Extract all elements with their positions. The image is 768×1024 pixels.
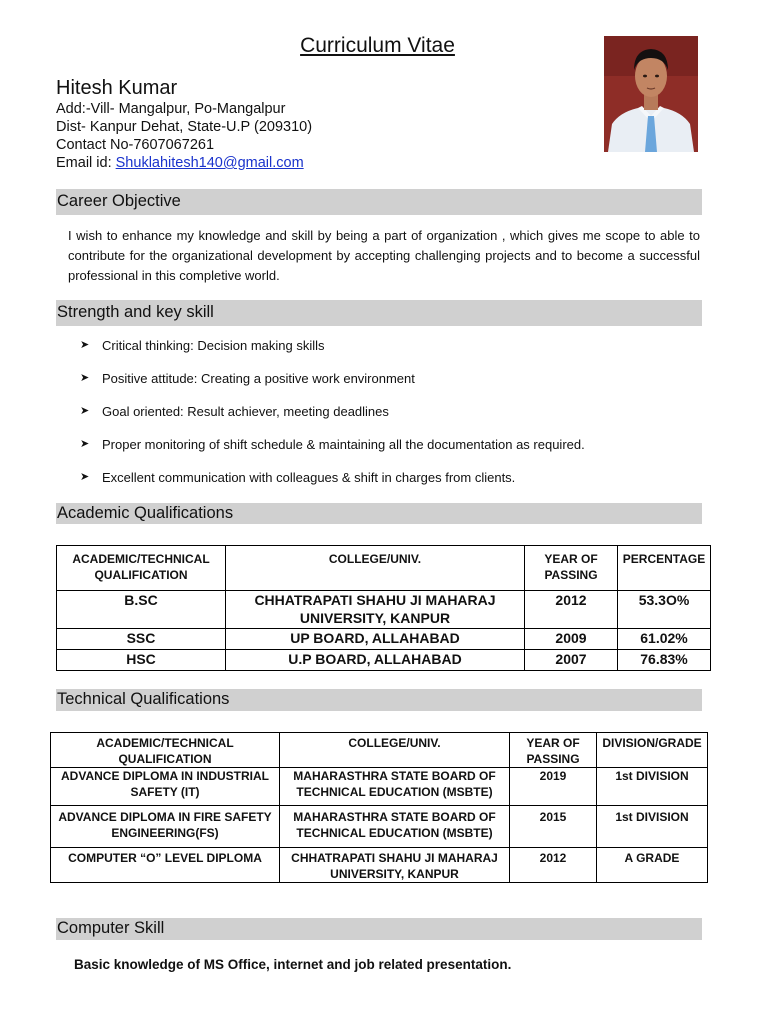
- section-header-academic: [56, 503, 702, 524]
- arrow-bullet-icon: ➤: [80, 372, 90, 384]
- table-row: [57, 591, 711, 629]
- arrow-bullet-icon: ➤: [80, 339, 90, 351]
- table-cell: 76.83%: [618, 650, 711, 671]
- section-title: Computer Skill: [57, 919, 165, 937]
- table-header-row: [57, 546, 711, 591]
- arrow-bullet-icon: ➤: [80, 438, 90, 450]
- section-header-skills: [56, 300, 702, 326]
- contact-number: Contact No-7607067261: [56, 137, 215, 153]
- section-header-technical: [56, 689, 702, 711]
- table-cell: 53.3O%: [618, 591, 711, 629]
- table-cell: 1st DIVISION: [597, 768, 708, 806]
- academic-table: [56, 545, 711, 671]
- skill-item: ➤ Proper monitoring of shift schedule & maintaining all the documentation as required.: [80, 437, 585, 452]
- section-title: Academic Qualifications: [57, 504, 234, 522]
- career-objective-text: I wish to enhance my knowledge and skill by being a part of organization , which gives me scope to able to contribute for the organizational development by accepting challenging projects and to become a successful professional in this completive world.: [68, 228, 700, 283]
- skill-item: ➤ Excellent communication with colleagues & shift in charges from clients.: [80, 470, 516, 485]
- table-cell: ADVANCE DIPLOMA IN INDUSTRIAL SAFETY (IT): [51, 768, 280, 806]
- column-header: YEAR OF PASSING: [525, 546, 618, 591]
- table-cell: 2012: [510, 848, 597, 883]
- table-cell: SSC: [57, 629, 226, 650]
- column-header: COLLEGE/UNIV.: [280, 733, 510, 768]
- column-header: DIVISION/GRADE: [597, 733, 708, 768]
- table-cell: MAHARASTHRA STATE BOARD OF TECHNICAL EDUCATION (MSBTE): [280, 768, 510, 806]
- column-header: YEAR OF PASSING: [510, 733, 597, 768]
- document-title: Curriculum Vitae: [300, 34, 455, 57]
- skill-item: ➤ Goal oriented: Result achiever, meeting deadlines: [80, 404, 389, 419]
- table-cell: B.SC: [57, 591, 226, 629]
- table-cell: 1st DIVISION: [597, 806, 708, 848]
- table-row: [57, 629, 711, 650]
- column-header: ACADEMIC/TECHNICAL QUALIFICATION: [57, 546, 226, 591]
- table-cell: 61.02%: [618, 629, 711, 650]
- table-cell: 2019: [510, 768, 597, 806]
- table-cell: CHHATRAPATI SHAHU JI MAHARAJ UNIVERSITY, KANPUR: [226, 591, 525, 629]
- table-cell: CHHATRAPATI SHAHU JI MAHARAJ UNIVERSITY, KANPUR: [280, 848, 510, 883]
- email-link[interactable]: Shuklahitesh140@gmail.com: [115, 155, 304, 171]
- column-header: ACADEMIC/TECHNICAL QUALIFICATION: [51, 733, 280, 768]
- table-cell: A GRADE: [597, 848, 708, 883]
- skill-item: ➤ Positive attitude: Creating a positive work environment: [80, 371, 415, 386]
- table-cell: ADVANCE DIPLOMA IN FIRE SAFETY ENGINEERING(FS): [51, 806, 280, 848]
- computer-skill-text: Basic knowledge of MS Office, internet and job related presentation.: [74, 957, 512, 972]
- table-row: [51, 806, 708, 848]
- address-line-1: Add:-Vill- Mangalpur, Po-Mangalpur: [56, 101, 286, 117]
- arrow-bullet-icon: ➤: [80, 405, 90, 417]
- section-title: Strength and key skill: [57, 303, 214, 321]
- table-row: [51, 848, 708, 883]
- technical-table: [50, 732, 708, 883]
- email-label: Email id:: [56, 155, 116, 171]
- address-line-2: Dist- Kanpur Dehat, State-U.P (209310): [56, 119, 313, 135]
- skill-item: ➤ Critical thinking: Decision making skills: [80, 338, 325, 353]
- table-cell: HSC: [57, 650, 226, 671]
- table-row: [51, 768, 708, 806]
- table-cell: 2007: [525, 650, 618, 671]
- table-cell: 2012: [525, 591, 618, 629]
- section-title: Technical Qualifications: [57, 690, 230, 708]
- table-header-row: [51, 733, 708, 768]
- column-header: COLLEGE/UNIV.: [226, 546, 525, 591]
- table-cell: MAHARASTHRA STATE BOARD OF TECHNICAL EDUCATION (MSBTE): [280, 806, 510, 848]
- section-header-computer-skill: [56, 918, 702, 940]
- table-cell: 2009: [525, 629, 618, 650]
- table-cell: U.P BOARD, ALLAHABAD: [226, 650, 525, 671]
- table-row: [57, 650, 711, 671]
- arrow-bullet-icon: ➤: [80, 471, 90, 483]
- profile-photo: [604, 36, 698, 152]
- candidate-name: Hitesh Kumar: [56, 77, 178, 99]
- email-line: [56, 154, 304, 172]
- column-header: PERCENTAGE: [618, 546, 711, 591]
- table-cell: 2015: [510, 806, 597, 848]
- section-header-career-objective: [56, 189, 702, 215]
- table-cell: UP BOARD, ALLAHABAD: [226, 629, 525, 650]
- section-title: Career Objective: [57, 192, 181, 210]
- skills-list: [80, 338, 585, 503]
- table-cell: COMPUTER “O” LEVEL DIPLOMA: [51, 848, 280, 883]
